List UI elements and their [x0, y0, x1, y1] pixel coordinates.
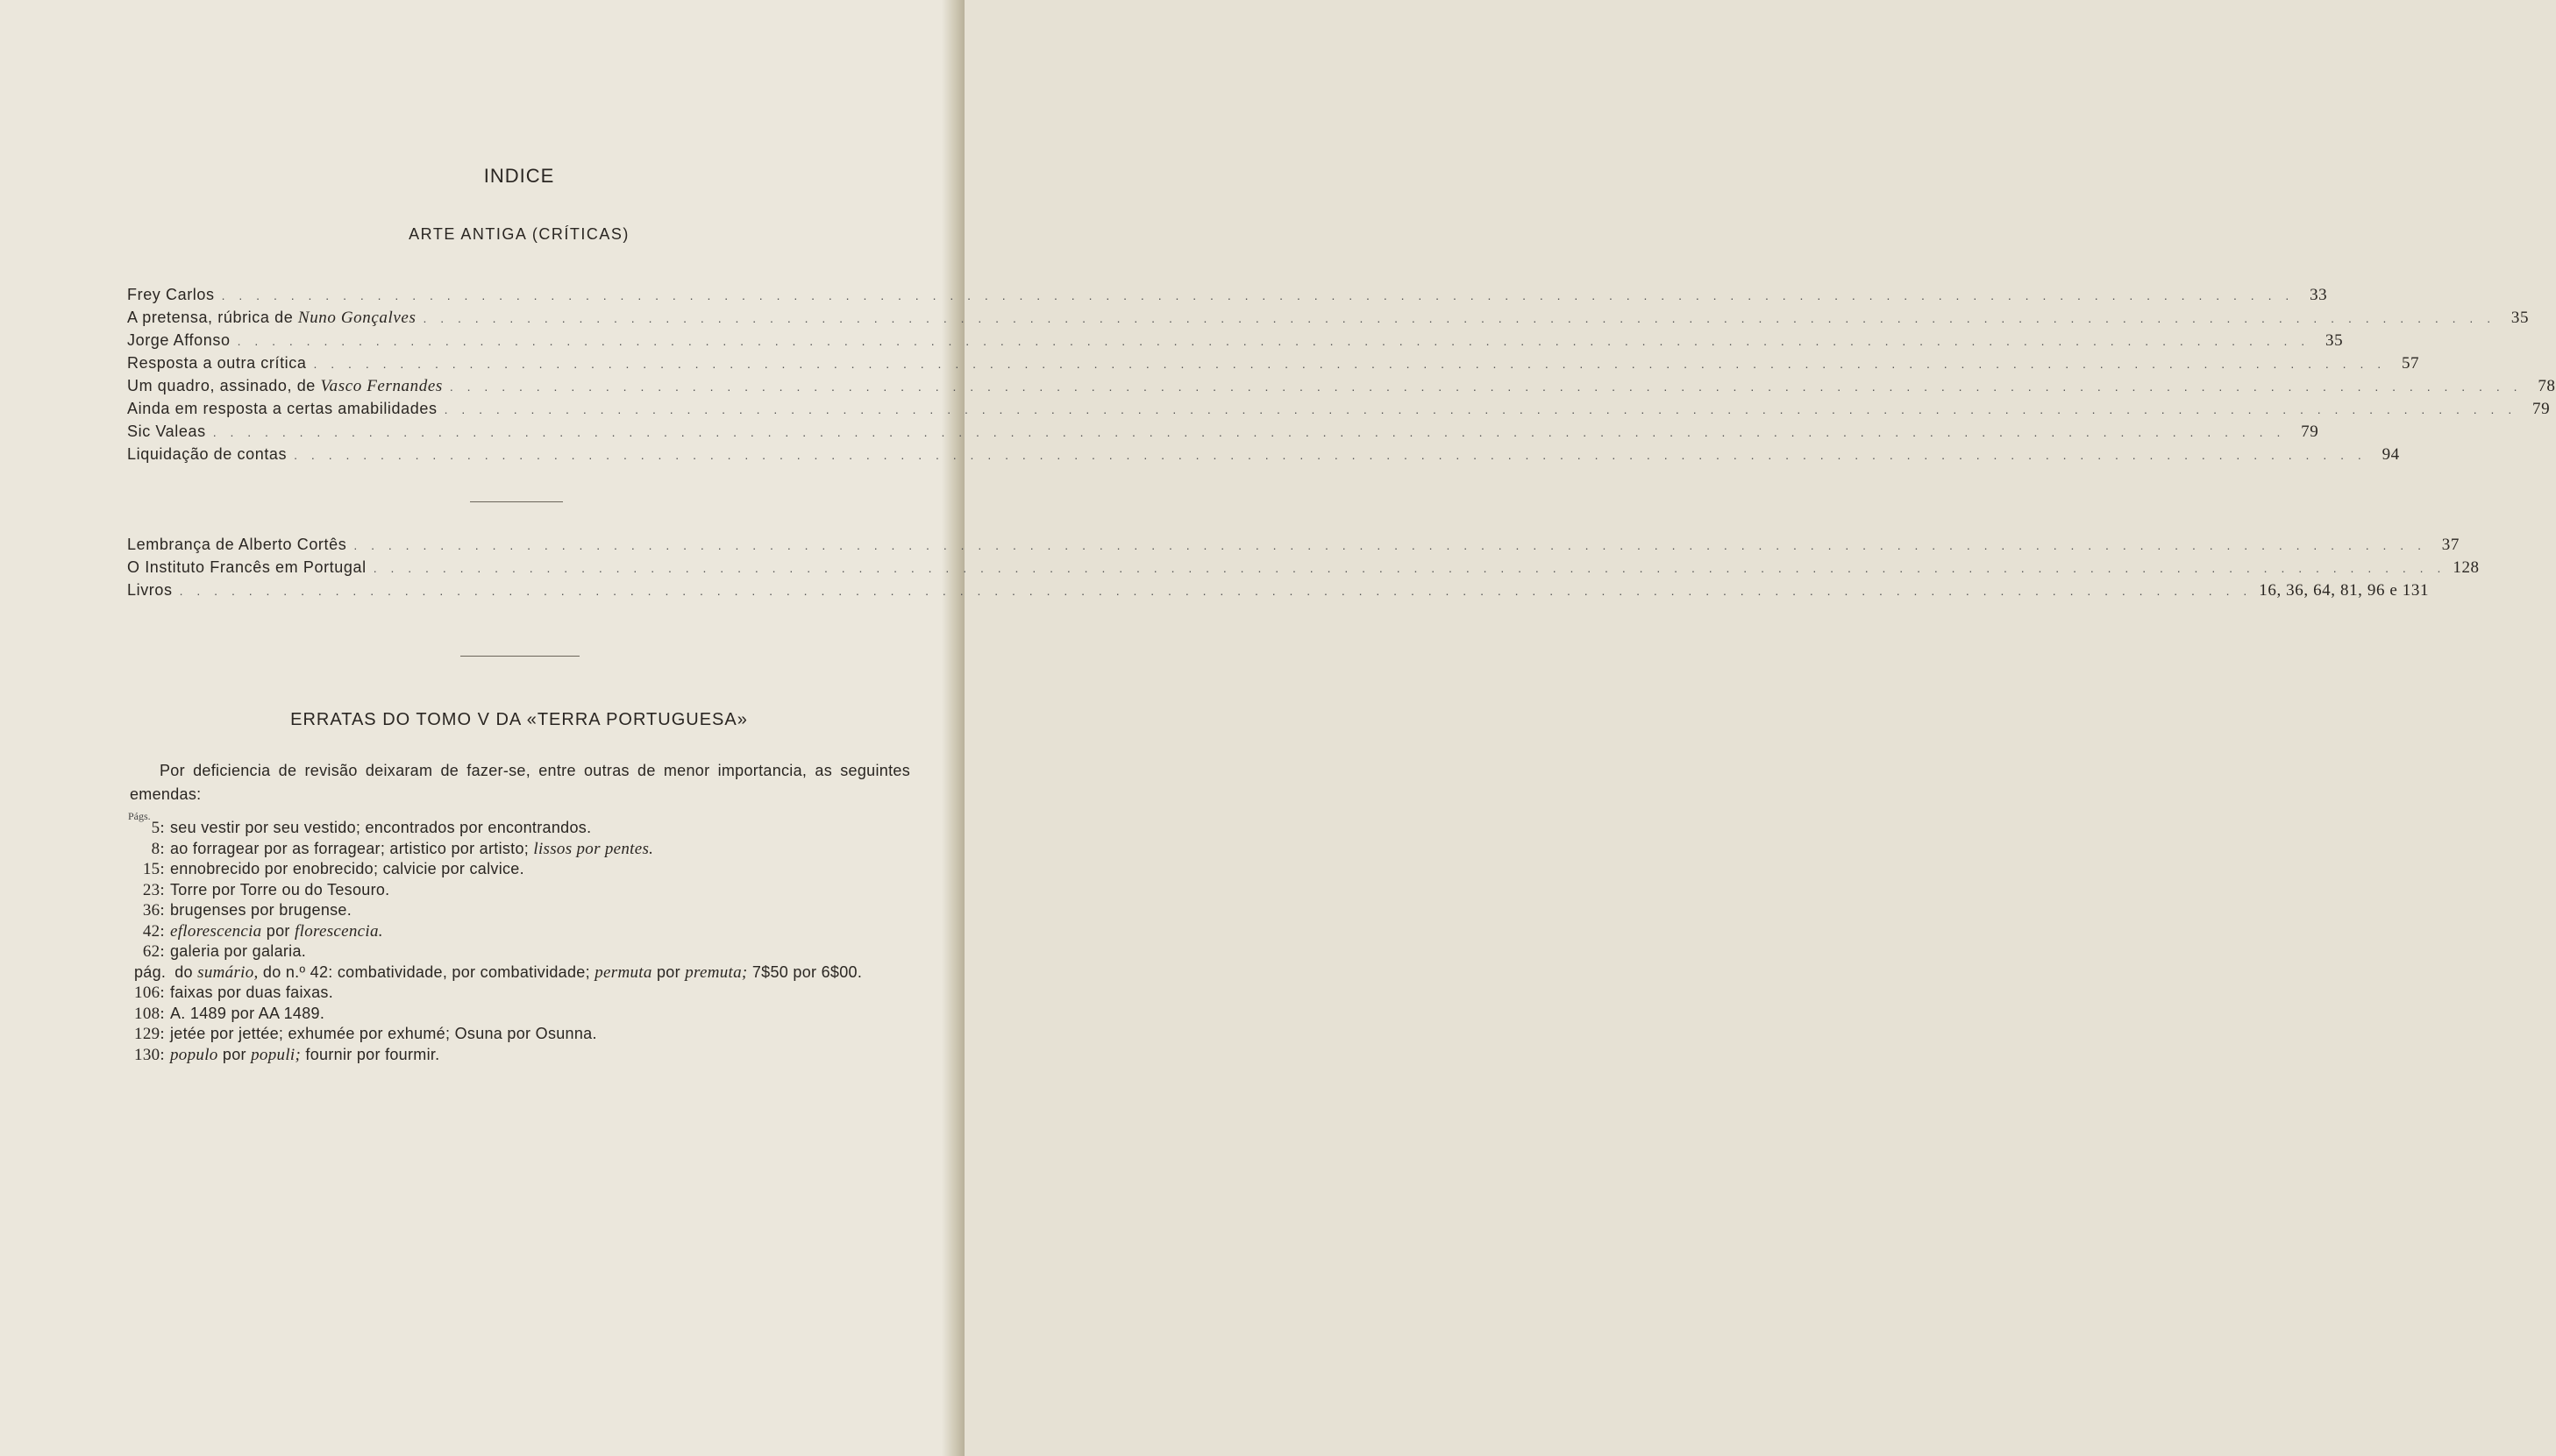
toc-entry-page: 78 [2538, 377, 2556, 395]
toc-entry-page: 94 [2382, 445, 2400, 464]
toc-entry-page: 57 [2401, 354, 2420, 373]
toc-entry [127, 445, 2400, 468]
leader-dots: . . . . . . . . . . . . . . . . . . . . . . . . . . . . . . . . . . . . . . . . . . . . . . . . . . . . . . . . . . . . . . . . . . . . . . . . . . . . . . . . . . . . . . . . . . . . . . . . . . . . . . . . . . . . . . . . . . . . . . . . [449, 380, 2523, 394]
errata-entry [127, 860, 916, 881]
toc-entry-title: Ainda em resposta a certas amabilidades [127, 400, 438, 417]
toc-list-other [127, 536, 2480, 604]
errata-page-number: 130: [134, 1045, 165, 1064]
errata-page-number: 23: [142, 880, 165, 899]
errata-correction: ao forragear por as forragear; artistico por artisto; lissos por pentes. [170, 839, 654, 858]
errata-page-number: pág. [134, 962, 167, 981]
toc-entry [127, 581, 2430, 604]
leader-dots: . . . . . . . . . . . . . . . . . . . . . . . . . . . . . . . . . . . . . . . . . . . . . . . . . . . . . . . . . . . . . . . . . . . . . . . . . . . . . . . . . . . . . . . . . . . . . . . . . . . . . . . . . . . . . . . . . . . . . . . . [353, 538, 2426, 552]
toc-entry-page: 37 [2441, 536, 2460, 554]
page-title: INDICE [483, 165, 555, 187]
toc-entry-page: 33 [2310, 286, 2328, 304]
toc-entry-page: 79 [2301, 423, 2319, 441]
errata-page-number: 108: [134, 1004, 165, 1023]
leader-dots: . . . . . . . . . . . . . . . . . . . . . . . . . . . . . . . . . . . . . . . . . . . . . . . . . . . . . . . . . . . . . . . . . . . . . . . . . . . . . . . . . . . . . . . . . . . . . . . . . . . . . . . . . . . . . . . . . . . . . . . . [179, 584, 2253, 598]
errata-page-number: 106: [134, 984, 165, 1002]
errata-intro: Por deficiencia de revisão deixaram de fazer-se, entre outras de menor importancia, as seguintes emendas: [130, 762, 910, 803]
errata-correction: eflorescencia por florescencia. [170, 921, 383, 941]
toc-entry [127, 309, 2530, 331]
errata-entry [127, 1005, 916, 1026]
toc-entry-page: 79 [2532, 400, 2551, 418]
errata-entry [127, 922, 916, 943]
errata-entry [127, 963, 916, 984]
leader-dots: . . . . . . . . . . . . . . . . . . . . . . . . . . . . . . . . . . . . . . . . . . . . . . . . . . . . . . . . . . . . . . . . . . . . . . . . . . . . . . . . . . . . . . . . . . . . . . . . . . . . . . . . . . . . . . . . . . . . . . . . [294, 448, 2367, 462]
leader-dots: . . . . . . . . . . . . . . . . . . . . . . . . . . . . . . . . . . . . . . . . . . . . . . . . . . . . . . . . . . . . . . . . . . . . . . . . . . . . . . . . . . . . . . . . . . . . . . . . . . . . . . . . . . . . . . . . . . . . . . . . [237, 334, 2310, 348]
errata-page-number: 36: [142, 901, 165, 920]
errata-entry [127, 1025, 916, 1046]
errata-page-number: 8: [151, 839, 165, 858]
errata-correction: brugenses por brugense. [170, 901, 352, 919]
errata-entry [127, 881, 916, 902]
errata-correction: A. 1489 por AA 1489. [170, 1004, 325, 1022]
errata-correction: do sumário, do n.º 42: combatividade, por combatividade; permuta por premuta; 7$50 por 6$00. [174, 962, 863, 982]
errata-correction: seu vestir por seu vestido; encontrados por encontrandos. [170, 819, 592, 836]
toc-entry [127, 536, 2460, 558]
leader-dots: . . . . . . . . . . . . . . . . . . . . . . . . . . . . . . . . . . . . . . . . . . . . . . . . . . . . . . . . . . . . . . . . . . . . . . . . . . . . . . . . . . . . . . . . . . . . . . . . . . . . . . . . . . . . . . . . . . . . . . . . [221, 288, 2295, 302]
pages-label: Págs. [128, 810, 151, 822]
toc-list-arte-antiga [127, 286, 2556, 468]
errata-correction: Torre por Torre ou do Tesouro. [170, 880, 390, 898]
toc-entry-title: Resposta a outra crítica [127, 354, 307, 372]
toc-entry-title: Sic Valeas [127, 423, 206, 440]
errata-entry [127, 819, 916, 840]
errata-correction: ennobrecido por enobrecido; calvicie por calvice. [170, 860, 524, 877]
leader-dots: . . . . . . . . . . . . . . . . . . . . . . . . . . . . . . . . . . . . . . . . . . . . . . . . . . . . . . . . . . . . . . . . . . . . . . . . . . . . . . . . . . . . . . . . . . . . . . . . . . . . . . . . . . . . . . . . . . . . . . . . [444, 402, 2517, 416]
toc-entry [127, 377, 2556, 400]
errata-entry [127, 901, 916, 922]
errata-correction: faixas por duas faixas. [170, 984, 333, 1001]
errata-entry [127, 984, 916, 1005]
errata-entry [127, 942, 916, 963]
toc-entry [127, 331, 2344, 354]
errata-page-number: 129: [134, 1025, 165, 1043]
toc-entry [127, 558, 2480, 581]
errata-entry [127, 1046, 916, 1067]
toc-entry-title: Lembrança de Alberto Cortês [127, 536, 347, 553]
toc-entry-title: Livros [127, 581, 173, 599]
toc-entry-page: 35 [2510, 309, 2530, 327]
toc-entry-page: 35 [2325, 331, 2344, 350]
toc-entry-title: Frey Carlos [127, 286, 215, 303]
toc-entry-page: 16, 36, 64, 81, 96 e 131 [2259, 581, 2430, 600]
errata-correction: populo por populi; fournir por fourmir. [170, 1045, 440, 1064]
errata-page-number: 42: [142, 921, 165, 941]
divider [460, 656, 580, 657]
section-heading-erratas: ERRATAS DO TOMO V DA «TERRA PORTUGUESA» [290, 710, 748, 729]
errata-page-number: 5: [151, 819, 165, 837]
errata-list [127, 819, 916, 1066]
toc-entry-title: A pretensa, rúbrica de Nuno Gonçalves [127, 309, 417, 327]
leader-dots: . . . . . . . . . . . . . . . . . . . . . . . . . . . . . . . . . . . . . . . . . . . . . . . . . . . . . . . . . . . . . . . . . . . . . . . . . . . . . . . . . . . . . . . . . . . . . . . . . . . . . . . . . . . . . . . . . . . . . . . . [373, 561, 2446, 575]
toc-entry [127, 286, 2328, 309]
errata-correction: jetée por jettée; exhumée por exhumé; Osuna por Osunna. [170, 1025, 597, 1042]
toc-entry-title: Um quadro, assinado, de Vasco Fernandes [127, 377, 443, 395]
errata-page-number: 62: [142, 942, 165, 961]
toc-entry-title: Jorge Affonso [127, 331, 231, 349]
toc-entry [127, 400, 2551, 423]
leader-dots: . . . . . . . . . . . . . . . . . . . . . . . . . . . . . . . . . . . . . . . . . . . . . . . . . . . . . . . . . . . . . . . . . . . . . . . . . . . . . . . . . . . . . . . . . . . . . . . . . . . . . . . . . . . . . . . . . . . . . . . . [423, 311, 2496, 325]
toc-entry [127, 423, 2319, 445]
toc-entry-title: Liquidação de contas [127, 445, 288, 463]
errata-correction: galeria por galaria. [170, 942, 307, 960]
toc-entry-page: 128 [2453, 558, 2480, 577]
toc-entry-title: O Instituto Francês em Portugal [127, 558, 367, 576]
divider [470, 501, 563, 502]
toc-entry [127, 354, 2420, 377]
errata-page-number: 15: [142, 860, 165, 878]
errata-entry [127, 840, 916, 861]
leader-dots: . . . . . . . . . . . . . . . . . . . . . . . . . . . . . . . . . . . . . . . . . . . . . . . . . . . . . . . . . . . . . . . . . . . . . . . . . . . . . . . . . . . . . . . . . . . . . . . . . . . . . . . . . . . . . . . . . . . . . . . . [313, 357, 2387, 371]
section-heading-arte-antiga: ARTE ANTIGA (CRÍTICAS) [409, 225, 630, 243]
leader-dots: . . . . . . . . . . . . . . . . . . . . . . . . . . . . . . . . . . . . . . . . . . . . . . . . . . . . . . . . . . . . . . . . . . . . . . . . . . . . . . . . . . . . . . . . . . . . . . . . . . . . . . . . . . . . . . . . . . . . . . . . [212, 425, 2286, 439]
